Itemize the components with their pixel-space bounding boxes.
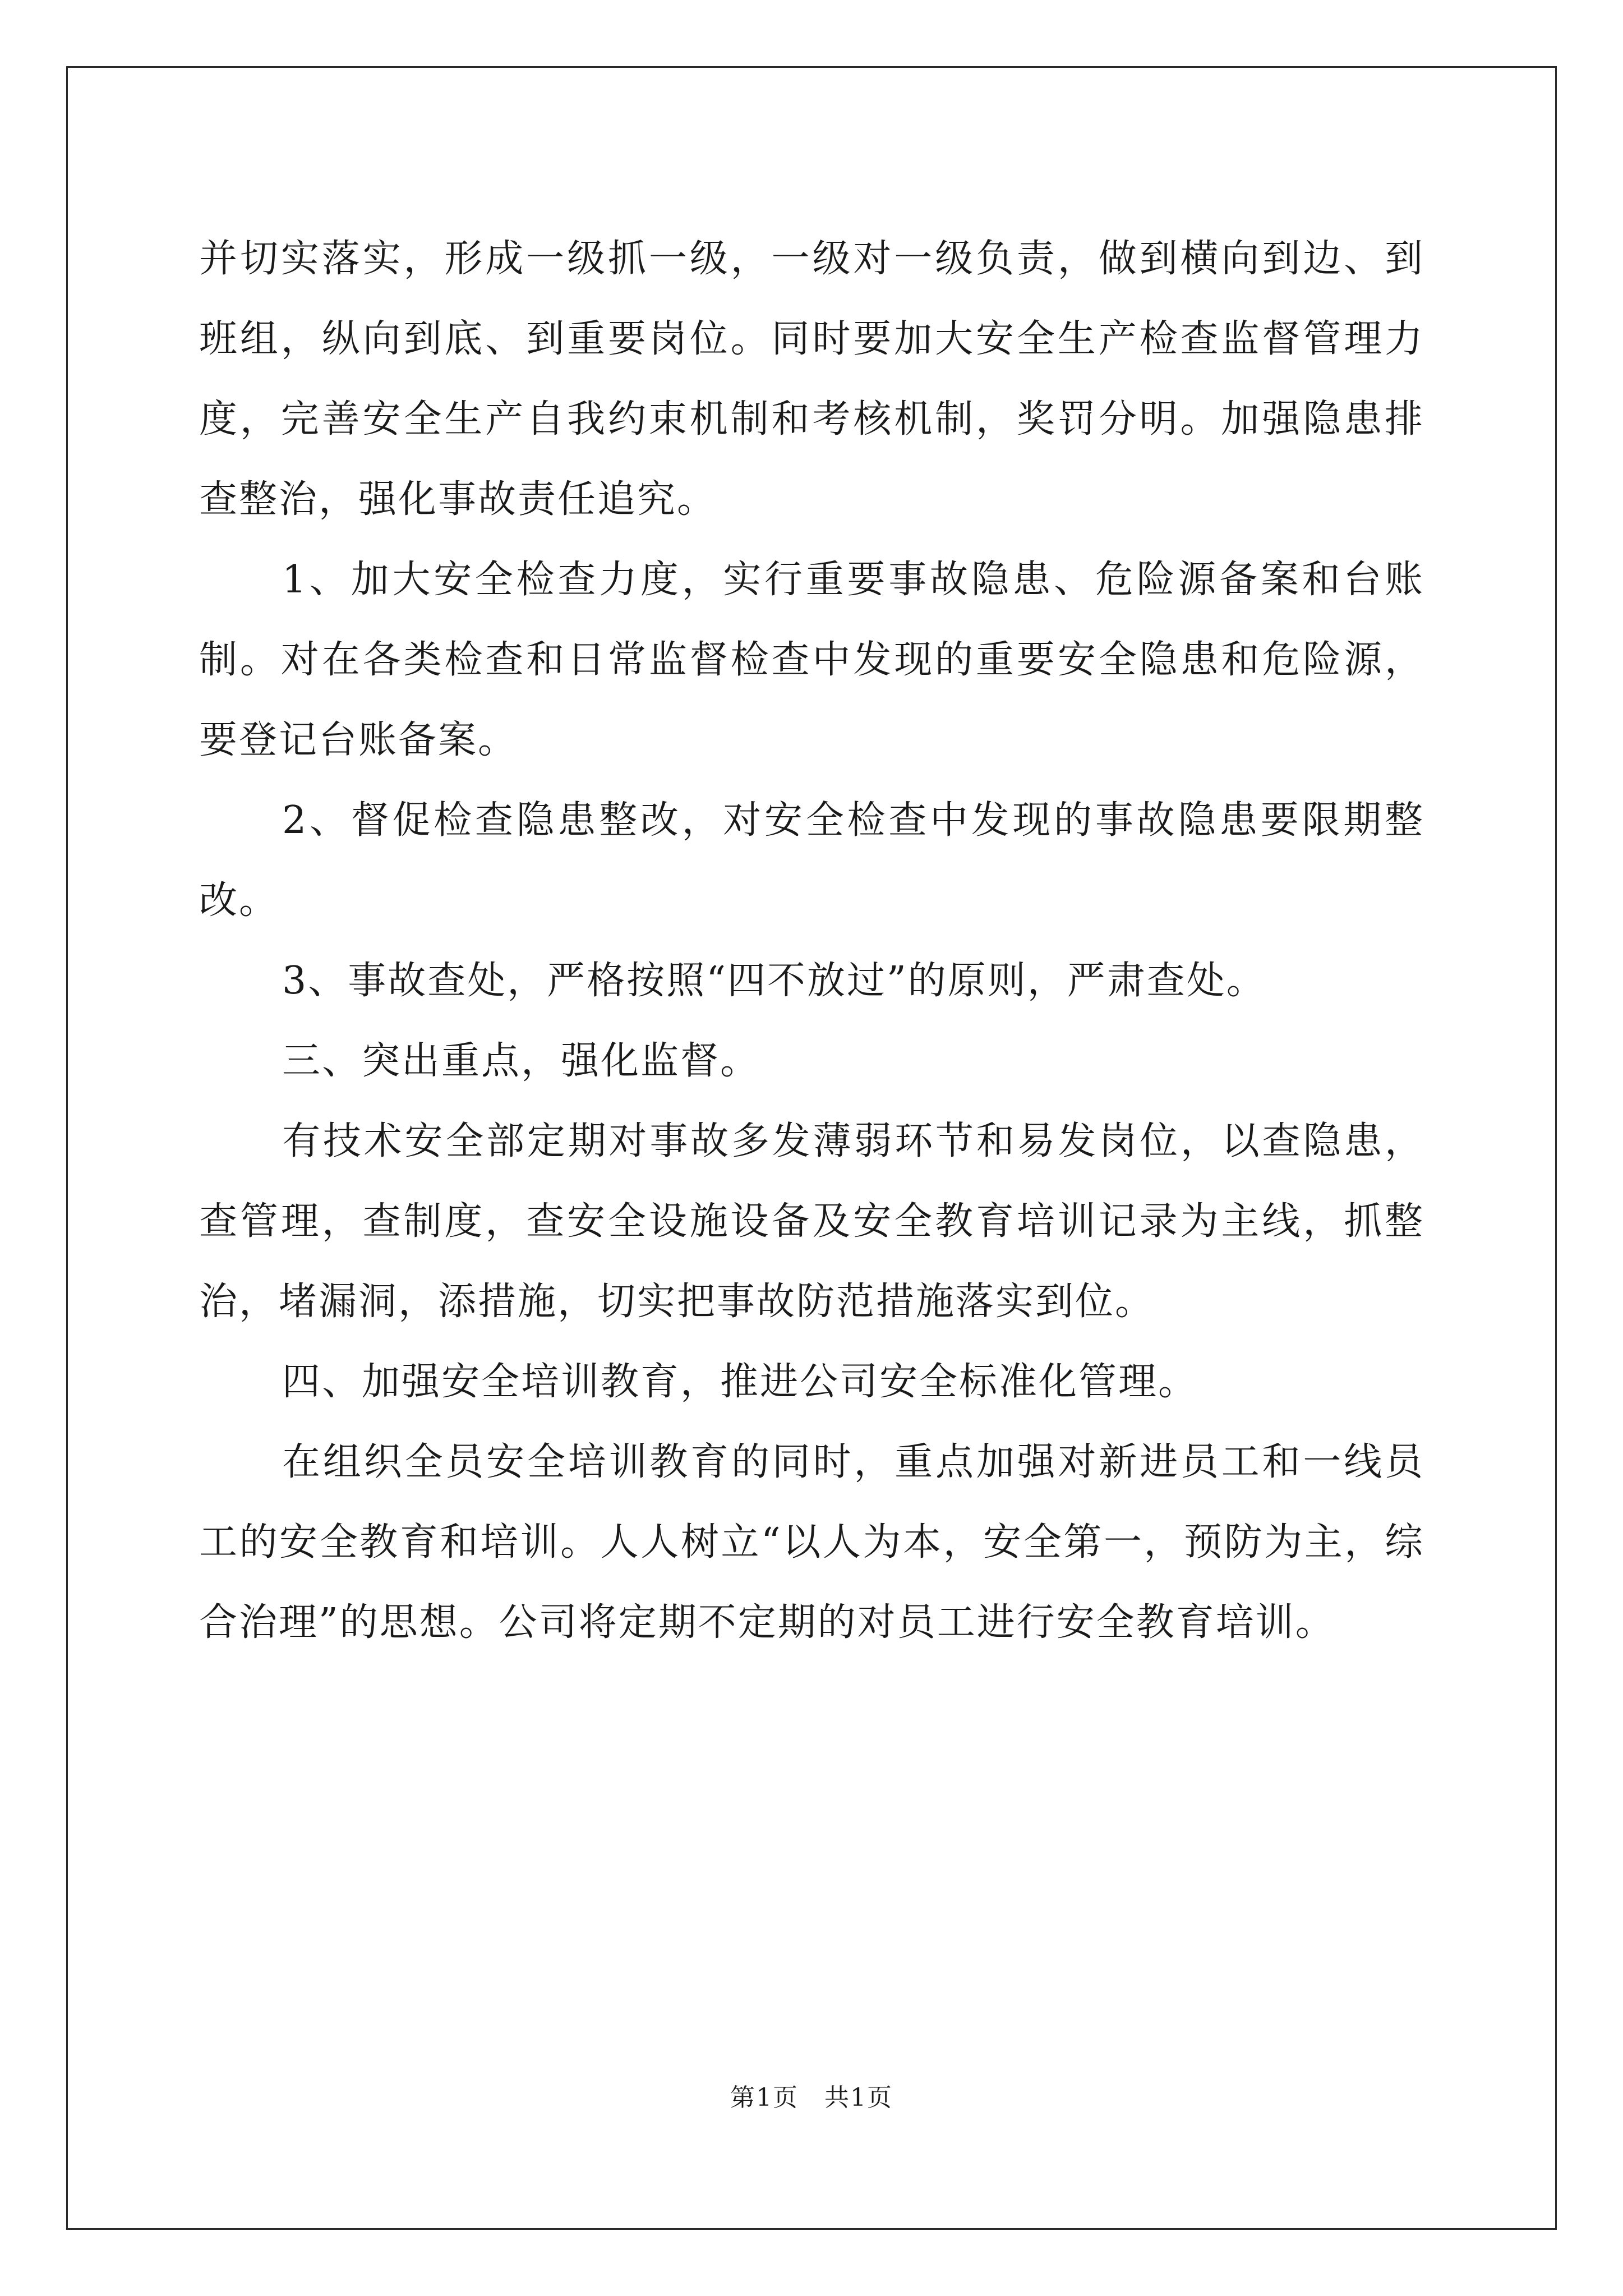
paragraph-continuation: 并切实落实，形成一级抓一级，一级对一级负责，做到横向到边、到班组，纵向到底、到重要岗位。同时要加大安全生产检查监督管理力度，完善安全生产自我约束机制和考核机制，奖罚分明。加强隐患排查整治，强化事故责任追究。 [199,237,1424,522]
document-body [199,219,1424,1663]
page-number-footer: 第1页 共1页 [730,2083,893,2112]
paragraph-supervision: 有技术安全部定期对事故多发薄弱环节和易发岗位，以查隐患，查管理，查制度，查安全设施设备及安全教育培训记录为主线，抓整治，堵漏洞，添措施，切实把事故防范措施落实到位。 [199,1119,1424,1324]
section-heading-4: 四、加强安全培训教育，推进公司安全标准化管理。 [282,1360,1198,1404]
paragraph-training: 在组织全员安全培训教育的同时，重点加强对新进员工和一线员工的安全教育和培训。人人树立“以人为本，安全第一，预防为主，综合治理”的思想。公司将定期不定期的对员工进行安全教育培训。 [199,1440,1424,1645]
paragraph-item-3: 3、事故查处，严格按照“四不放过”的原则，严肃查处。 [282,959,1266,1003]
paragraph-item-2: 2、督促检查隐患整改，对安全检查中发现的事故隐患要限期整改。 [199,798,1424,923]
paragraph-item-1: 1、加大安全检查力度，实行重要事故隐患、危险源备案和台账制。对在各类检查和日常监督检查中发现的重要安全隐患和危险源，要登记台账备案。 [199,558,1424,762]
section-heading-3: 三、突出重点，强化监督。 [282,1039,760,1083]
